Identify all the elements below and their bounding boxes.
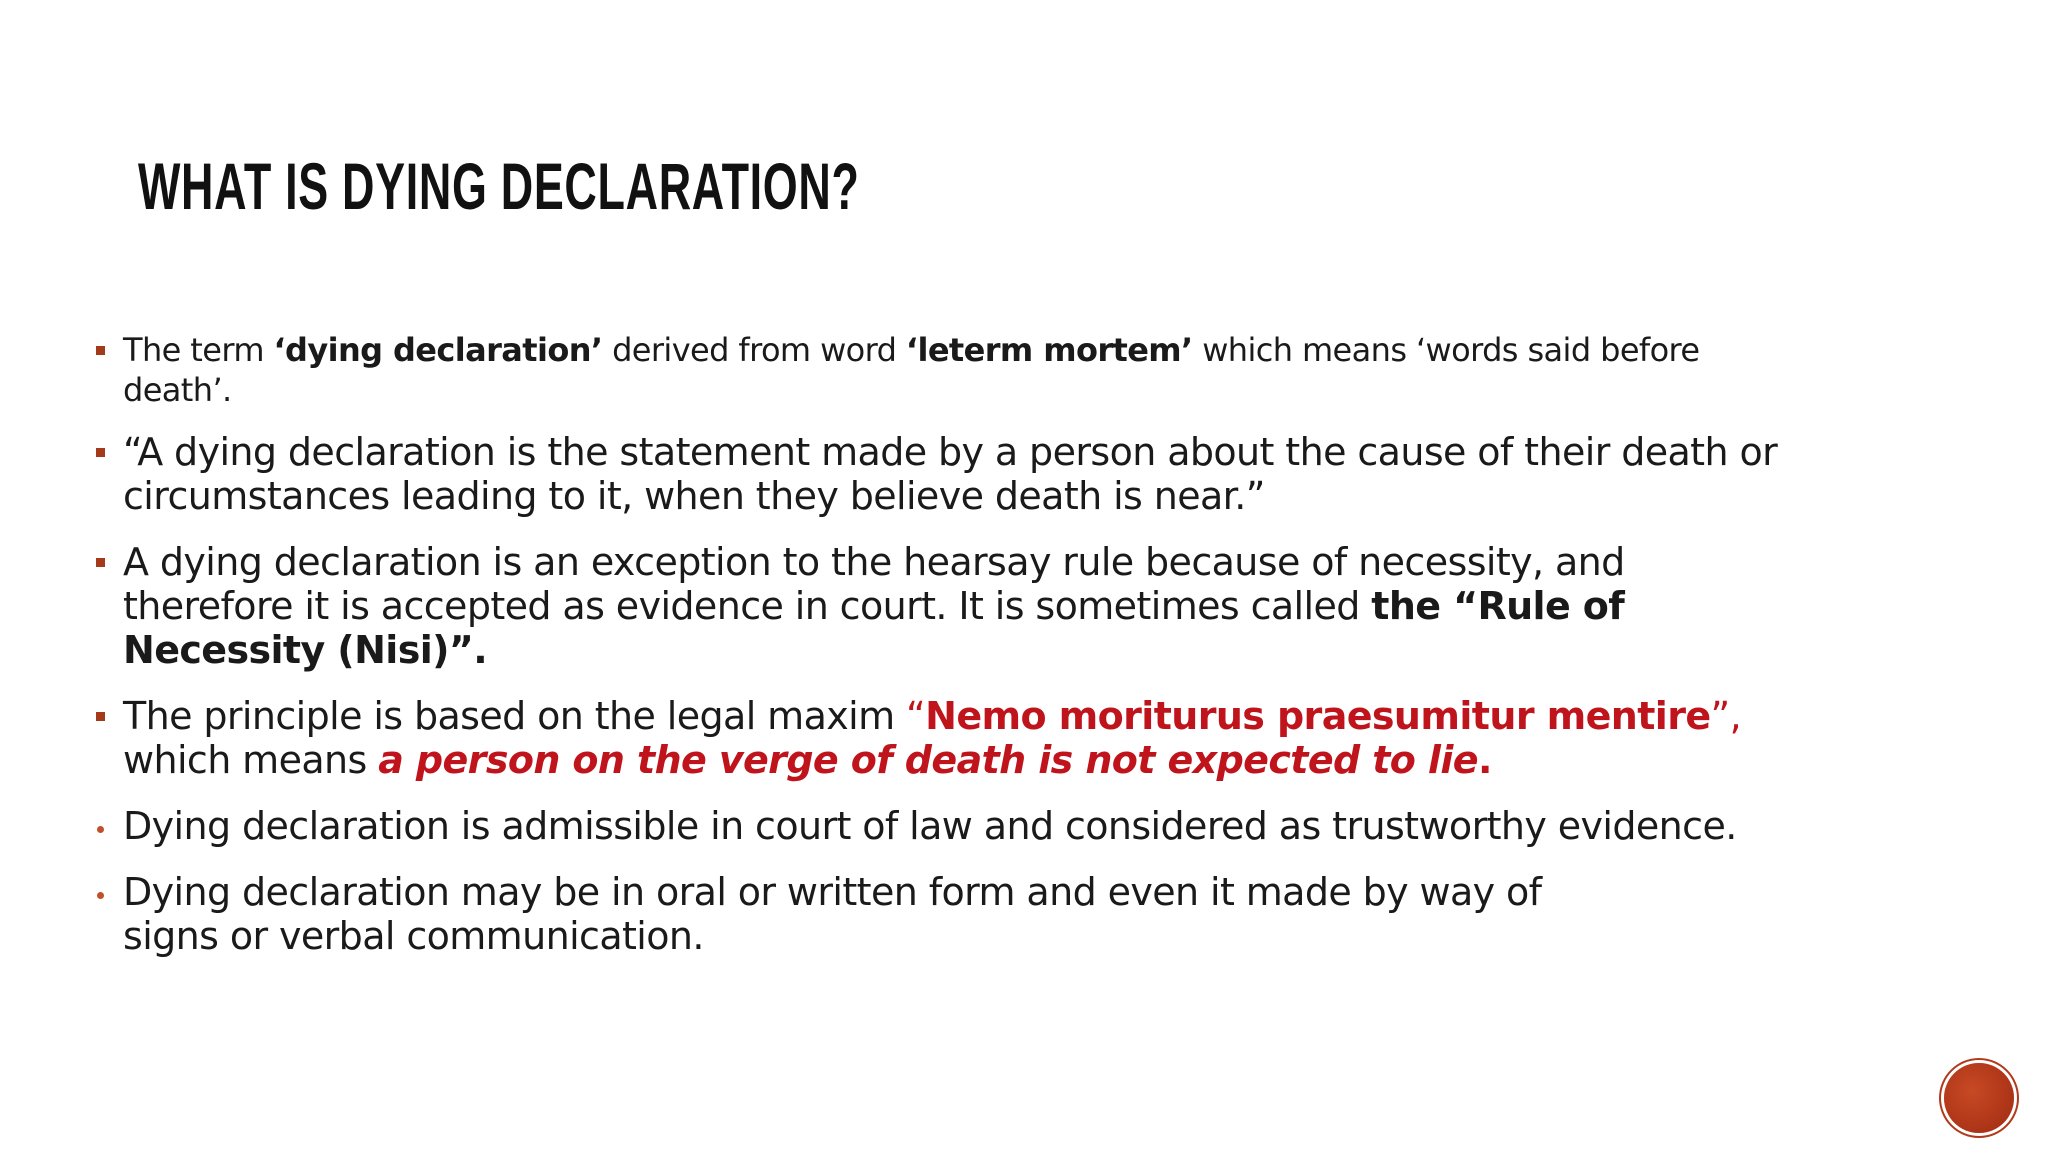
slide-badge-circle-icon (1944, 1063, 2014, 1133)
rule-of-necessity: the “Rule of Necessity (Nisi)”. (123, 584, 1625, 672)
bullet-forms: Dying declaration may be in oral or written form and even it made by way of signs or verbal communication. (92, 870, 1792, 958)
bullet-legal-maxim: The principle is based on the legal maxim “Nemo moriturus praesumitur mentire”, which means a person on the verge of death is not expected to lie. (92, 694, 1792, 782)
round-bullet-icon (97, 892, 104, 899)
latin-maxim: Nemo moriturus praesumitur mentire (925, 694, 1711, 738)
bullet-list (92, 330, 1792, 980)
term-dying-declaration: ‘dying declaration’ (273, 331, 603, 369)
round-bullet-icon (97, 826, 104, 833)
bullet-hearsay-exception: A dying declaration is an exception to the hearsay rule because of necessity, and therefore it is accepted as evidence in court. It is sometimes called the “Rule of Necessity (Nisi)”. (92, 540, 1792, 672)
square-bullet-icon (96, 448, 105, 457)
bullet-definition: “A dying declaration is the statement made by a person about the cause of their death or circumstances leading to it, when they believe death is near.” (92, 430, 1792, 518)
square-bullet-icon (96, 346, 105, 355)
bullet-admissibility: Dying declaration is admissible in court of law and considered as trustworthy evidence. (92, 804, 1792, 848)
bullet-term-origin: The term ‘dying declaration’ derived from word ‘leterm mortem’ which means ‘words said before death’. (92, 330, 1792, 410)
term-leterm-mortem: ‘leterm mortem’ (905, 331, 1193, 369)
square-bullet-icon (96, 558, 105, 567)
maxim-meaning: a person on the verge of death is not expected to lie (378, 738, 1478, 782)
square-bullet-icon (96, 712, 105, 721)
slide-title: WHAT IS DYING DECLARATION? (138, 149, 860, 223)
